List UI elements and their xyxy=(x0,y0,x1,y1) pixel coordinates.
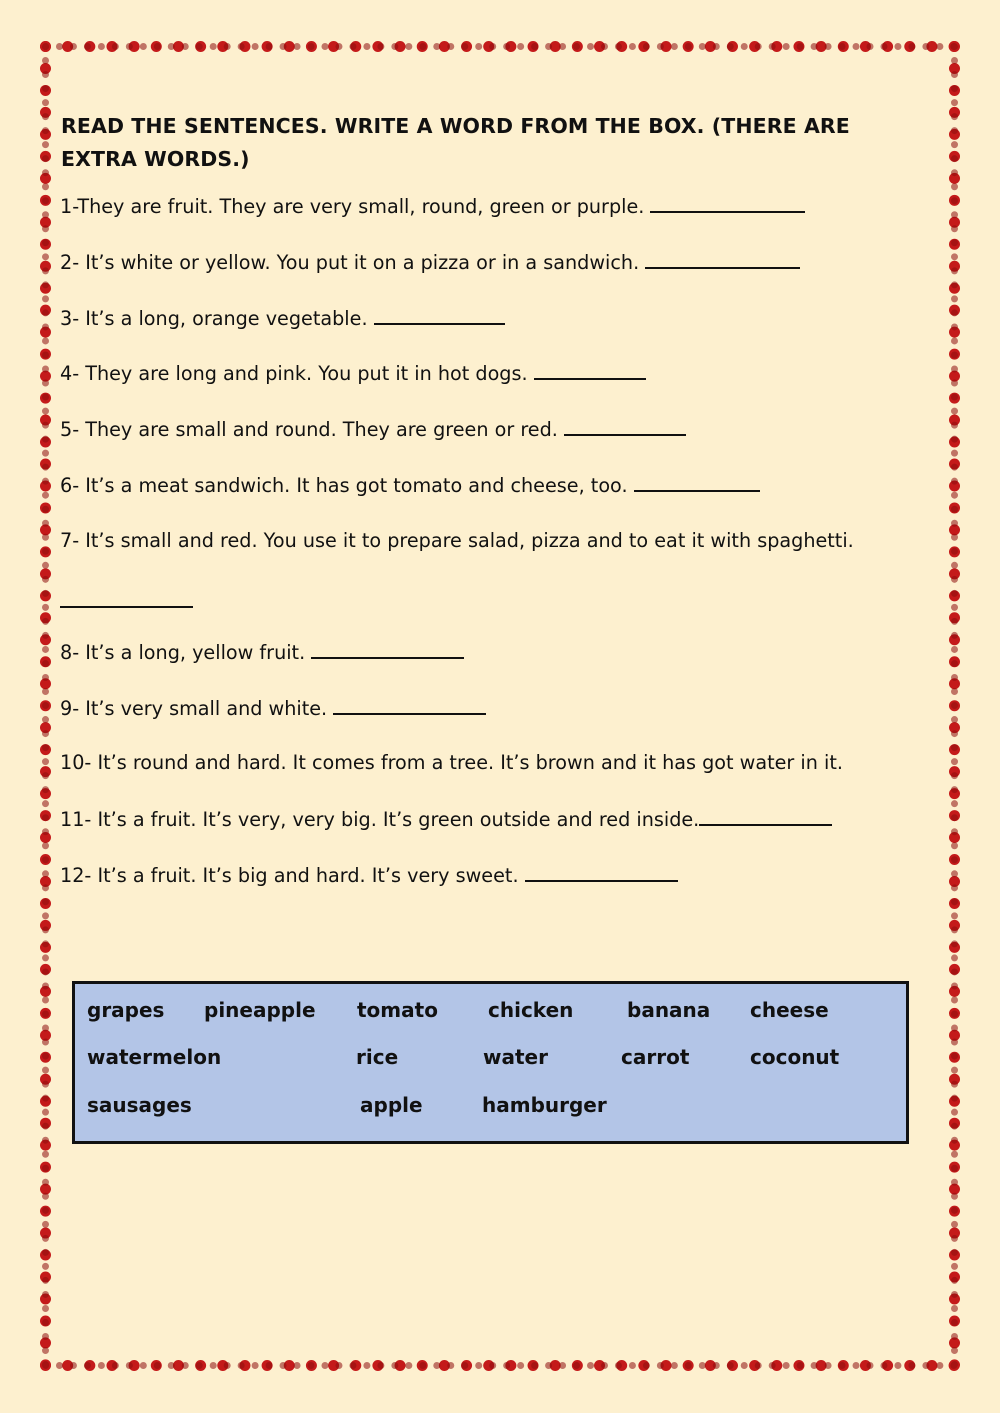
sentence-8 xyxy=(60,639,464,666)
word-bank-item: carrot xyxy=(621,1045,690,1069)
sentence-text: 7- It’s small and red. You use it to prepare salad, pizza and to eat it with spaghetti. xyxy=(60,529,854,552)
answer-blank-6[interactable] xyxy=(634,472,760,492)
word-bank-box xyxy=(72,981,909,1144)
sentence-4 xyxy=(60,360,646,387)
answer-blank-4[interactable] xyxy=(534,360,646,380)
sentence-text: 3- It’s a long, orange vegetable. xyxy=(60,307,374,330)
word-bank-item: cheese xyxy=(750,998,829,1022)
sentence-7-answer-line xyxy=(60,588,193,615)
sentence-text: 5- They are small and round. They are green or red. xyxy=(60,418,564,441)
sentence-5 xyxy=(60,416,686,443)
answer-blank-12[interactable] xyxy=(525,862,678,882)
sentence-12 xyxy=(60,862,678,889)
sentence-9 xyxy=(60,695,486,722)
sentence-7 xyxy=(60,528,854,554)
sentence-text: 1-They are fruit. They are very small, round, green or purple. xyxy=(60,195,651,218)
word-bank-item: chicken xyxy=(488,998,574,1022)
sentence-11 xyxy=(60,806,832,833)
answer-blank-3[interactable] xyxy=(374,305,505,325)
sentence-text: 2- It’s white or yellow. You put it on a pizza or in a sandwich. xyxy=(60,251,646,274)
word-bank-item: apple xyxy=(360,1093,423,1117)
answer-blank-1[interactable] xyxy=(650,193,805,213)
word-bank-item: tomato xyxy=(357,998,438,1022)
answer-blank-8[interactable] xyxy=(311,639,464,659)
sentence-text: 11- It’s a fruit. It’s very, very big. It’s green outside and red inside. xyxy=(60,808,700,831)
sentence-text: 4- They are long and pink. You put it in hot dogs. xyxy=(60,362,534,385)
answer-blank-9[interactable] xyxy=(333,695,486,715)
word-bank-item: grapes xyxy=(87,998,165,1022)
word-bank-item: water xyxy=(483,1045,548,1069)
word-bank-item: coconut xyxy=(750,1045,840,1069)
answer-blank-5[interactable] xyxy=(564,416,686,436)
answer-blank-11[interactable] xyxy=(699,806,832,826)
sentence-3 xyxy=(60,305,505,332)
sentence-1 xyxy=(60,193,805,220)
sentence-text: 8- It’s a long, yellow fruit. xyxy=(60,641,312,664)
sentence-2 xyxy=(60,249,800,276)
sentence-10 xyxy=(60,750,843,776)
word-bank-item: watermelon xyxy=(87,1045,222,1069)
word-bank-item: rice xyxy=(356,1045,399,1069)
answer-blank-7[interactable] xyxy=(60,588,193,608)
sentence-text: 6- It’s a meat sandwich. It has got tomato and cheese, too. xyxy=(60,474,634,497)
sentence-text: 9- It’s very small and white. xyxy=(60,697,334,720)
word-bank-item: sausages xyxy=(87,1093,192,1117)
sentence-text: 10- It’s round and hard. It comes from a tree. It’s brown and it has got water in it. xyxy=(60,751,843,774)
sentence-6 xyxy=(60,472,760,499)
word-bank-item: pineapple xyxy=(204,998,316,1022)
word-bank-item: banana xyxy=(627,998,711,1022)
worksheet-instructions: READ THE SENTENCES. WRITE A WORD FROM THE BOX. (THERE ARE EXTRA WORDS.) xyxy=(61,114,850,171)
word-bank-item: hamburger xyxy=(482,1093,607,1117)
answer-blank-2[interactable] xyxy=(645,249,800,269)
sentence-text: 12- It’s a fruit. It’s big and hard. It’s very sweet. xyxy=(60,864,525,887)
